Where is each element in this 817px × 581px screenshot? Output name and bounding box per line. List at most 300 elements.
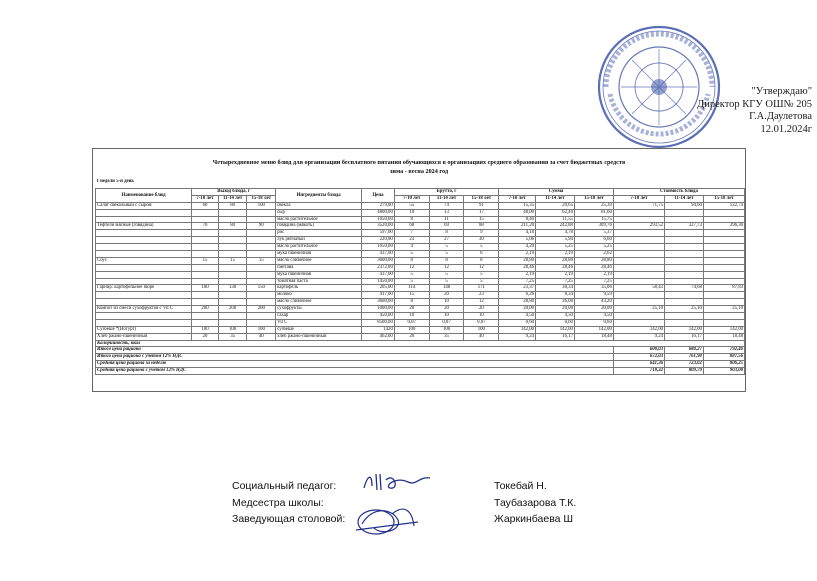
- cost-11-14: [665, 257, 704, 264]
- table-row: [96, 292, 745, 299]
- output-7-10: [192, 313, 219, 320]
- sum-11-14: 30,34: [536, 285, 575, 292]
- cost-15-18: 122,74: [703, 202, 744, 209]
- output-11-14: 80: [218, 202, 247, 209]
- sum-7-10: 48,00: [499, 209, 536, 216]
- gross-15-18: 91: [464, 202, 499, 209]
- gross-11-14: 10: [429, 313, 464, 320]
- sum-11-14: 142,00: [536, 326, 575, 333]
- dish-name: Хлеб ржано-пшеничный: [96, 333, 192, 340]
- cost-7-10: [613, 292, 664, 299]
- avg-15-18: 806,25: [703, 361, 744, 368]
- ingredient-name: картофель: [276, 285, 362, 292]
- cost-15-18: 87,83: [703, 285, 744, 292]
- output-11-14: 80: [218, 223, 247, 230]
- gross-7-10: 4: [394, 244, 429, 251]
- output-7-10: 200: [192, 306, 219, 313]
- output-15-18: 200: [247, 306, 276, 313]
- ingredient-name: мука пшеничная: [276, 251, 362, 258]
- ingredient-name: сузбеше: [276, 326, 362, 333]
- table-row: [96, 313, 745, 320]
- signature-role: Социальный педагог:: [232, 480, 337, 492]
- sum-15-18: 18,48: [574, 333, 613, 340]
- sum-15-18: 35,06: [574, 285, 613, 292]
- gross-7-10: 55: [394, 202, 429, 209]
- output-11-14: [218, 209, 247, 216]
- dish-name: [96, 230, 192, 237]
- gross-11-14: 20: [429, 306, 464, 313]
- gross-15-18: 100: [464, 326, 499, 333]
- table-row: [96, 251, 745, 258]
- gross-11-14: 27: [429, 237, 464, 244]
- output-7-10: 100: [192, 326, 219, 333]
- ingredient-price: 437,00: [362, 251, 395, 258]
- cost-15-18: [703, 313, 744, 320]
- menu-document: [92, 148, 746, 392]
- table-row: [96, 299, 745, 306]
- dish-name: [96, 209, 192, 216]
- sum-7-10: 20,00: [499, 306, 536, 313]
- cost-7-10: 293,52: [613, 223, 664, 230]
- output-11-14: [218, 251, 247, 258]
- sum-11-14: 20,65: [536, 202, 575, 209]
- output-11-14: [218, 313, 247, 320]
- signature-role: Заведующая столовой:: [232, 513, 346, 525]
- sum-15-18: 9,59: [574, 292, 613, 299]
- cost-11-14: 25,10: [665, 306, 704, 313]
- output-7-10: [192, 209, 219, 216]
- dish-name: Салат свекольный с сыром: [96, 202, 192, 209]
- dish-name: [96, 271, 192, 278]
- output-15-18: [247, 292, 276, 299]
- output-11-14: 100: [218, 326, 247, 333]
- output-15-18: 15: [247, 257, 276, 264]
- cost-7-10: 25,10: [613, 306, 664, 313]
- output-11-14: [218, 264, 247, 271]
- cost-15-18: [703, 257, 744, 264]
- gross-11-14: 5: [429, 278, 464, 285]
- sum-15-18: 81,60: [574, 209, 613, 216]
- gross-15-18: 20: [464, 306, 499, 313]
- signature-row: [232, 478, 652, 495]
- table-row: [96, 244, 745, 251]
- sum-11-14: 62,40: [536, 209, 575, 216]
- total-vat-7-10: 672,03: [613, 354, 664, 361]
- output-7-10: [192, 251, 219, 258]
- cost-7-10: [613, 209, 664, 216]
- approval-director: Г.А.Даулетова: [749, 111, 812, 122]
- output-11-14: [218, 299, 247, 306]
- gross-15-18: 10: [464, 313, 499, 320]
- sum-15-18: 43,20: [574, 299, 613, 306]
- cost-15-18: [703, 216, 744, 223]
- sum-7-10: 2,19: [499, 251, 536, 258]
- header-ingredients: Ингредиенты блюда: [276, 189, 362, 203]
- gross-11-14: 35: [429, 333, 464, 340]
- gross-7-10: 5: [394, 251, 429, 258]
- output-7-10: [192, 264, 219, 271]
- table-row: [96, 278, 745, 285]
- output-11-14: [218, 244, 247, 251]
- cost-11-14: [665, 251, 704, 258]
- sum-15-18: 15,75: [574, 216, 613, 223]
- total-cost-11-14: 680,27: [665, 347, 704, 354]
- gross-11-14: 11: [429, 216, 464, 223]
- output-15-18: [247, 313, 276, 320]
- sum-11-14: 11,55: [536, 216, 575, 223]
- sum-15-18: 0,60: [574, 319, 613, 326]
- sum-7-10: 23,37: [499, 285, 536, 292]
- header-age-11-14: 11-14 лет: [218, 195, 247, 202]
- header-sum: Сумма: [499, 189, 614, 196]
- output-11-14: 15: [218, 257, 247, 264]
- output-15-18: [247, 271, 276, 278]
- gross-7-10: 0,07: [394, 319, 429, 326]
- sum-11-14: 242,88: [536, 223, 575, 230]
- output-15-18: 100: [247, 326, 276, 333]
- cost-15-18: [703, 278, 744, 285]
- cost-11-14: [665, 244, 704, 251]
- cost-15-18: [703, 299, 744, 306]
- gross-11-14: 5: [429, 251, 464, 258]
- sum-7-10: 28,80: [499, 257, 536, 264]
- table-row: [96, 326, 745, 333]
- sum-7-10: 28,80: [499, 299, 536, 306]
- table-row: [96, 285, 745, 292]
- table-row: [96, 223, 745, 230]
- cost-15-18: [703, 237, 744, 244]
- ingredient-name: масло растительное: [276, 216, 362, 223]
- gross-11-14: 13: [429, 209, 464, 216]
- header-age-7-10: 7-10 лет: [499, 195, 536, 202]
- sum-15-18: 309,76: [574, 223, 613, 230]
- output-7-10: 100: [192, 285, 219, 292]
- output-7-10: [192, 271, 219, 278]
- gross-11-14: 12: [429, 264, 464, 271]
- dish-name: [96, 237, 192, 244]
- gross-15-18: 8: [464, 257, 499, 264]
- gross-11-14: 20: [429, 292, 464, 299]
- table-row: [96, 271, 745, 278]
- total-cost-15-18: 792,46: [703, 347, 744, 354]
- cost-15-18: 396,30: [703, 223, 744, 230]
- ingredient-name: масло сливочное: [276, 257, 362, 264]
- sum-15-18: 5,25: [574, 244, 613, 251]
- signature-row: [232, 495, 652, 512]
- output-7-10: 60: [192, 202, 219, 209]
- sum-7-10: 0,60: [499, 319, 536, 326]
- dish-name: Компот из смеси сухофруктов с Vit C: [96, 306, 192, 313]
- dish-name: [96, 313, 192, 320]
- gross-15-18: 15: [464, 216, 499, 223]
- cost-11-14: [665, 216, 704, 223]
- ingredient-price: 3600,00: [362, 257, 395, 264]
- ingredient-price: 1450,00: [362, 278, 395, 285]
- ingredient-price: 417,00: [362, 292, 395, 299]
- approval-title: "Утверждаю": [751, 86, 812, 97]
- sum-7-10: 142,00: [499, 326, 536, 333]
- gross-7-10: 100: [394, 326, 429, 333]
- gross-15-18: 171: [464, 285, 499, 292]
- header-age-7-10: 7-10 лет: [192, 195, 219, 202]
- gross-11-14: 74: [429, 202, 464, 209]
- dish-name: [96, 216, 192, 223]
- cost-7-10: [613, 264, 664, 271]
- cost-11-14: [665, 209, 704, 216]
- cost-11-14: [665, 237, 704, 244]
- calories-row: Калорийность, ккал: [96, 340, 745, 347]
- output-7-10: [192, 244, 219, 251]
- menu-table: [95, 179, 745, 375]
- sum-11-14: 20,00: [536, 306, 575, 313]
- gross-15-18: 40: [464, 333, 499, 340]
- cost-11-14: [665, 264, 704, 271]
- output-7-10: [192, 216, 219, 223]
- gross-15-18: 88: [464, 223, 499, 230]
- sum-11-14: 36,00: [536, 299, 575, 306]
- ingredient-name: томатная паста: [276, 278, 362, 285]
- output-7-10: 15: [192, 257, 219, 264]
- sum-15-18: 4,50: [574, 313, 613, 320]
- output-7-10: 70: [192, 223, 219, 230]
- dish-name: [96, 299, 192, 306]
- output-15-18: 100: [247, 202, 276, 209]
- total-label: Итого цена рациона: [96, 347, 614, 354]
- dish-name: Сузбеше *(Йогурт): [96, 326, 192, 333]
- output-15-18: [247, 230, 276, 237]
- header-gross: Брутто, г: [394, 189, 498, 196]
- gross-7-10: 8: [394, 216, 429, 223]
- sum-15-18: 28,80: [574, 257, 613, 264]
- sum-15-18: 28,46: [574, 264, 613, 271]
- output-11-14: [218, 271, 247, 278]
- gross-15-18: 5: [464, 278, 499, 285]
- sum-15-18: 142,00: [574, 326, 613, 333]
- gross-11-14: 5: [429, 271, 464, 278]
- output-7-10: 20: [192, 333, 219, 340]
- ingredient-price: 1050,00: [362, 244, 395, 251]
- approval-block: [622, 86, 812, 136]
- cost-15-18: 18,48: [703, 333, 744, 340]
- sum-7-10: 4,20: [499, 244, 536, 251]
- gross-11-14: 0,07: [429, 319, 464, 326]
- output-11-14: [218, 278, 247, 285]
- avg-vat-7-10: 718,32: [613, 368, 664, 375]
- cost-7-10: 58,43: [613, 285, 664, 292]
- avg-vat-11-14: 809,79: [665, 368, 704, 375]
- output-11-14: [218, 230, 247, 237]
- ingredient-price: 1050,00: [362, 216, 395, 223]
- cost-15-18: [703, 264, 744, 271]
- title-line-1: Четырехдневное меню блюд для организации бесплатного питания обучающихся в организациях среднего образования за счет бюджетных средств: [212, 159, 626, 166]
- ingredient-price: 462,00: [362, 333, 395, 340]
- gross-11-14: 69: [429, 223, 464, 230]
- sum-7-10: 4,50: [499, 313, 536, 320]
- avg-label: Средняя цена рациона за неделю: [96, 361, 614, 368]
- output-7-10: [192, 319, 219, 326]
- cost-11-14: [665, 292, 704, 299]
- cost-7-10: [613, 299, 664, 306]
- ingredient-name: молоко: [276, 292, 362, 299]
- output-15-18: 90: [247, 223, 276, 230]
- dish-name: Гарнир: картофельное пюре: [96, 285, 192, 292]
- table-row: [96, 209, 745, 216]
- cost-7-10: 9,24: [613, 333, 664, 340]
- gross-7-10: 8: [394, 257, 429, 264]
- sum-11-14: 16,17: [536, 333, 575, 340]
- cost-7-10: [613, 278, 664, 285]
- sum-7-10: 7,25: [499, 278, 536, 285]
- gross-7-10: 20: [394, 306, 429, 313]
- sum-15-18: 25,39: [574, 202, 613, 209]
- gross-7-10: 10: [394, 313, 429, 320]
- output-15-18: [247, 299, 276, 306]
- header-age-15-18: 15-18 лет: [703, 195, 744, 202]
- header-age-15-18: 15-18 лет: [247, 195, 276, 202]
- gross-15-18: 5: [464, 271, 499, 278]
- sum-15-18: 7,25: [574, 278, 613, 285]
- dish-name: [96, 264, 192, 271]
- sum-7-10: 8,40: [499, 216, 536, 223]
- ingredient-price: 1420: [362, 326, 395, 333]
- cost-7-10: [613, 237, 664, 244]
- gross-7-10: 8: [394, 299, 429, 306]
- cost-7-10: 71,75: [613, 202, 664, 209]
- gross-15-18: 0,07: [464, 319, 499, 326]
- cost-15-18: 25,10: [703, 306, 744, 313]
- dish-name: [96, 319, 192, 326]
- cost-15-18: [703, 251, 744, 258]
- cost-11-14: 74,68: [665, 285, 704, 292]
- sum-11-14: 2,19: [536, 251, 575, 258]
- gross-7-10: 7: [394, 230, 429, 237]
- signature-role: Медсестра школы:: [232, 496, 324, 509]
- title-line-2: зима - весна 2024 год: [389, 168, 449, 175]
- sum-15-18: 2,19: [574, 271, 613, 278]
- cost-15-18: [703, 292, 744, 299]
- output-7-10: [192, 237, 219, 244]
- header-output: Выход блюда, г: [192, 189, 276, 196]
- ingredient-price: 8500,00: [362, 319, 395, 326]
- ingredient-name: масло растительное: [276, 244, 362, 251]
- cost-7-10: [613, 216, 664, 223]
- document-title: [93, 158, 745, 176]
- signature-name: Жаркинбаева Ш: [494, 513, 574, 525]
- output-7-10: [192, 278, 219, 285]
- ingredient-name: лук репчатый: [276, 237, 362, 244]
- dish-name: [96, 251, 192, 258]
- cost-11-14: 94,60: [665, 202, 704, 209]
- cost-7-10: [613, 319, 664, 326]
- output-11-14: [218, 237, 247, 244]
- table-row: [96, 333, 745, 340]
- gross-7-10: 20: [394, 333, 429, 340]
- sum-15-18: 20,00: [574, 306, 613, 313]
- ingredient-price: 1000,00: [362, 306, 395, 313]
- gross-15-18: 9: [464, 230, 499, 237]
- output-15-18: [247, 237, 276, 244]
- cost-15-18: [703, 230, 744, 237]
- cost-15-18: [703, 244, 744, 251]
- sum-11-14: 5,25: [536, 244, 575, 251]
- table-row: [96, 264, 745, 271]
- cost-11-14: [665, 230, 704, 237]
- table-row: [96, 202, 745, 209]
- ingredient-name: говядина (мякоть): [276, 223, 362, 230]
- cost-7-10: [613, 271, 664, 278]
- sum-11-14: 7,25: [536, 278, 575, 285]
- sum-15-18: 6,60: [574, 237, 613, 244]
- output-11-14: [218, 216, 247, 223]
- ingredient-name: сметана: [276, 264, 362, 271]
- header-age-11-14: 11-14 лет: [665, 195, 704, 202]
- output-15-18: [247, 244, 276, 251]
- ingredient-name: свекла: [276, 202, 362, 209]
- cost-11-14: [665, 313, 704, 320]
- output-15-18: [247, 319, 276, 326]
- ingredient-price: 205,00: [362, 285, 395, 292]
- gross-7-10: 23: [394, 237, 429, 244]
- gross-11-14: 148: [429, 285, 464, 292]
- ingredient-price: 2372,00: [362, 264, 395, 271]
- cost-7-10: [613, 313, 664, 320]
- sum-7-10: 5,06: [499, 237, 536, 244]
- week-label: 1 недели 5-й день: [96, 179, 134, 184]
- output-11-14: 35: [218, 333, 247, 340]
- output-11-14: [218, 319, 247, 326]
- sum-15-18: 2,62: [574, 251, 613, 258]
- gross-7-10: 60: [394, 223, 429, 230]
- table-row: [96, 306, 745, 313]
- ingredient-price: 279,00: [362, 202, 395, 209]
- header-dish: Наименование блюд: [96, 189, 192, 203]
- cost-15-18: [703, 271, 744, 278]
- ingredient-price: 437,00: [362, 271, 395, 278]
- handwritten-signature: [352, 500, 422, 540]
- sum-11-14: 28,80: [536, 257, 575, 264]
- gross-7-10: 15: [394, 292, 429, 299]
- sum-7-10: 211,20: [499, 223, 536, 230]
- output-15-18: 40: [247, 333, 276, 340]
- cost-7-10: 142,00: [613, 326, 664, 333]
- cost-15-18: [703, 319, 744, 326]
- gross-11-14: 10: [429, 299, 464, 306]
- ingredient-name: сахар: [276, 313, 362, 320]
- dish-name: [96, 292, 192, 299]
- sum-11-14: 2,19: [536, 271, 575, 278]
- ingredient-name: Vit C: [276, 319, 362, 326]
- output-11-14: 130: [218, 285, 247, 292]
- sum-11-14: 4,78: [536, 230, 575, 237]
- header-age-11-14: 11-14 лет: [429, 195, 464, 202]
- header-cost: Стоимость блюда: [613, 189, 744, 196]
- header-age-11-14: 11-14 лет: [536, 195, 575, 202]
- menu-rows: [96, 202, 745, 340]
- gross-15-18: 12: [464, 264, 499, 271]
- cost-7-10: [613, 230, 664, 237]
- sum-15-18: 5,37: [574, 230, 613, 237]
- sum-11-14: 8,34: [536, 292, 575, 299]
- sum-11-14: 28,46: [536, 264, 575, 271]
- total-vat-11-14: 761,90: [665, 354, 704, 361]
- ingredient-price: 4800,00: [362, 209, 395, 216]
- sum-7-10: 2,19: [499, 271, 536, 278]
- gross-15-18: 17: [464, 209, 499, 216]
- ingredient-price: 220,00: [362, 237, 395, 244]
- output-15-18: [247, 216, 276, 223]
- sum-7-10: 15,35: [499, 202, 536, 209]
- gross-7-10: 10: [394, 209, 429, 216]
